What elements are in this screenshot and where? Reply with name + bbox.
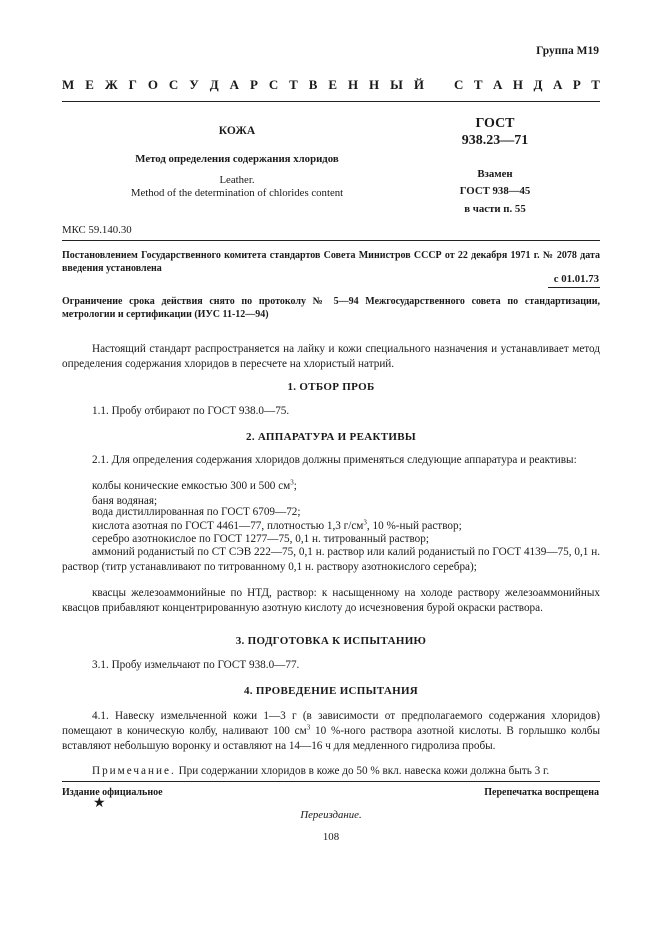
decree-text: Постановлением Государственного комитета стандартов Совета Министров СССР от 22 декабря 1971 г. № 2078 дата введения установлена [62, 250, 600, 274]
heading-letter: Т [289, 77, 298, 92]
introduction-date: с 01.01.73 [553, 273, 599, 285]
heading-letter: С [268, 77, 279, 92]
replace-part: в части п. 55 [464, 202, 526, 215]
restriction-text: Ограничение срока действия снято по протоколу № 5—94 Межгосударственного совета по стандартизации, метрологии и сертификации (ИУС 11-12—94) [62, 296, 600, 320]
heading-letter: Ы [390, 77, 403, 92]
heading-letter: Г [128, 77, 137, 92]
reprint-prohibited: Перепечатка воспрещена [484, 787, 599, 798]
heading-letter: А [229, 77, 239, 92]
note-paragraph [62, 764, 600, 779]
note-text: При содержании хлоридов в коже до 50 % вкл. навеска кожи должна быть 3 г. [175, 765, 550, 777]
list-item: вода дистиллированная по ГОСТ 6709—72; [92, 506, 301, 518]
document-title: КОЖА [218, 125, 256, 137]
note-label: Примечание. [92, 765, 176, 777]
footer-rule [62, 781, 600, 782]
replacement-info [420, 166, 570, 218]
list-item: серебро азотнокислое по ГОСТ 1277—75, 0,1 н. титрованный раствор; [92, 533, 429, 545]
heading-letter: Д [533, 77, 543, 92]
method-title-en-1: Leather. [219, 174, 255, 186]
heading-letter: Е [85, 77, 94, 92]
heading-letter: Р [249, 77, 258, 92]
method-title-en-2: Method of the determination of chlorides content [130, 187, 344, 199]
section-2-heading: 2. АППАРАТУРА И РЕАКТИВЫ [246, 431, 416, 443]
heading-letter: М [62, 77, 75, 92]
section-2-paragraph: 2.1. Для определения содержания хлоридов должны применяться следующие аппаратура и реактивы: [92, 454, 577, 466]
list-item: аммоний роданистый по СТ СЭВ 222—75, 0,1 н. раствор или калий роданистый по ГОСТ 4139—75, 0,1 н. раствор (титр устанавливают по титрованному 0,1 н. раствору азотнокислого серебра); [62, 546, 600, 573]
interstate-word [62, 76, 424, 93]
section-3-paragraph: 3.1. Пробу измельчают по ГОСТ 938.0—77. [92, 659, 300, 671]
section-4-heading: 4. ПРОВЕДЕНИЕ ИСПЫТАНИЯ [243, 685, 419, 697]
date-underline [548, 287, 600, 288]
heading-letter: С [168, 77, 179, 92]
heading-letter: В [308, 77, 318, 92]
list-item: колбы конические емкостью 300 и 500 $см^3$; [92, 478, 297, 492]
heading-letter: Н [512, 77, 524, 92]
heading-letter: Н [347, 77, 359, 92]
gost-label: ГОСТ [475, 116, 515, 131]
heading-letter: А [493, 77, 503, 92]
star-icon: ★ [93, 796, 106, 811]
header-rule [62, 101, 600, 102]
method-title-ru: Метод определения содержания хлоридов [135, 153, 339, 165]
gost-code: 938.23—71 [461, 132, 529, 148]
heading-letter: О [147, 77, 158, 92]
intro-paragraph: Настоящий стандарт распространяется на лайку и кожи специального назначения и устанавливает метод определения содержания хлоридов в пересчете на хлористый натрий. [62, 343, 600, 370]
heading-letter: У [189, 77, 199, 92]
list-item: баня водяная; [92, 495, 158, 507]
heading-letter: Т [473, 77, 483, 92]
official-edition: Издание официальное [62, 787, 163, 798]
heading-letter: Й [413, 77, 424, 92]
heading-letter: Н [369, 77, 380, 92]
heading-letter: Е [328, 77, 338, 92]
heading-letter: С [454, 77, 464, 92]
heading-letter: Р [572, 77, 581, 92]
heading-letter: Д [209, 77, 219, 92]
mks-rule [62, 240, 600, 241]
replace-gost: ГОСТ 938—45 [459, 185, 531, 198]
group-label: Группа М19 [536, 45, 599, 57]
section-1-heading: 1. ОТБОР ПРОБ [287, 381, 375, 393]
list-item: кислота азотная по ГОСТ 4461—77, плотностью 1,3 $г/см^3$, 10 %-ный раствор; [92, 518, 462, 532]
section-3-heading: 3. ПОДГОТОВКА К ИСПЫТАНИЮ [235, 635, 427, 647]
heading-letter: Т [591, 77, 600, 92]
list-item: квасцы железоаммонийные по НТД, раствор: к насыщенному на холоде раствору железоаммонийных квасцов прибавляют концентрированную азотную кислоту до исчезновения бурой окраски раствора. [62, 587, 600, 614]
section-4-paragraph: 4.1. Навеску измельченной кожи 1—3 г (в зависимости от предполагаемого содержания хлоридов) помещают в коническую колбу, наливают 100 $см^3$ 10 %-ного раствора азотной кислоты. В горлышко колбы вставляют небольшую воронку и оставляют на 14—16 ч для медленного гидролиза пробы. [62, 710, 601, 752]
heading-letter: Ж [104, 77, 118, 92]
interstate-standard-heading [62, 76, 600, 93]
page-number: 108 [322, 831, 340, 843]
reissue-label: Переиздание. [300, 809, 362, 821]
section-1-paragraph: 1.1. Пробу отбирают по ГОСТ 938.0—75. [92, 405, 290, 417]
heading-letter: А [552, 77, 563, 92]
gost-number [420, 116, 570, 150]
replace-label: Взамен [477, 168, 513, 180]
mks-code: МКС 59.140.30 [62, 224, 132, 236]
standard-word [454, 76, 600, 93]
